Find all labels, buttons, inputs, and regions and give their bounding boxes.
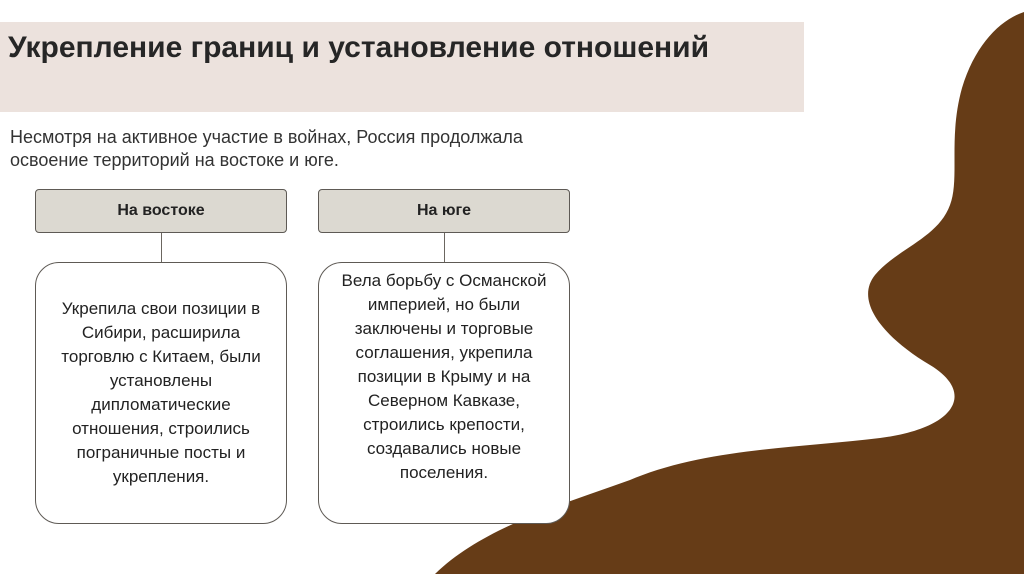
south-connector-line xyxy=(444,233,445,262)
east-connector-line xyxy=(161,233,162,262)
east-header-label: На востоке xyxy=(117,202,205,219)
east-content-text: Укрепила свои позиции в Сибири, расширила торговлю с Китаем, были установлены дипломатические отношения, строились пограничные посты и укрепления. xyxy=(61,299,261,486)
page-title: Укрепление границ и установление отношений xyxy=(8,31,710,64)
intro-paragraph: Несмотря на активное участие в войнах, Россия продолжала освоение территорий на востоке и юге. xyxy=(10,127,523,170)
south-header-label: На юге xyxy=(416,202,472,219)
south-header-box xyxy=(318,189,570,233)
east-header-box xyxy=(35,189,287,233)
south-content-box xyxy=(318,262,570,524)
south-content-text: Вела борьбу с Османской империей, но были заключены и торговые соглашения, укрепила позиции в Крыму и на Северном Кавказе, строились крепости, создавались новые поселения. xyxy=(341,271,547,482)
east-content-box xyxy=(35,262,287,524)
